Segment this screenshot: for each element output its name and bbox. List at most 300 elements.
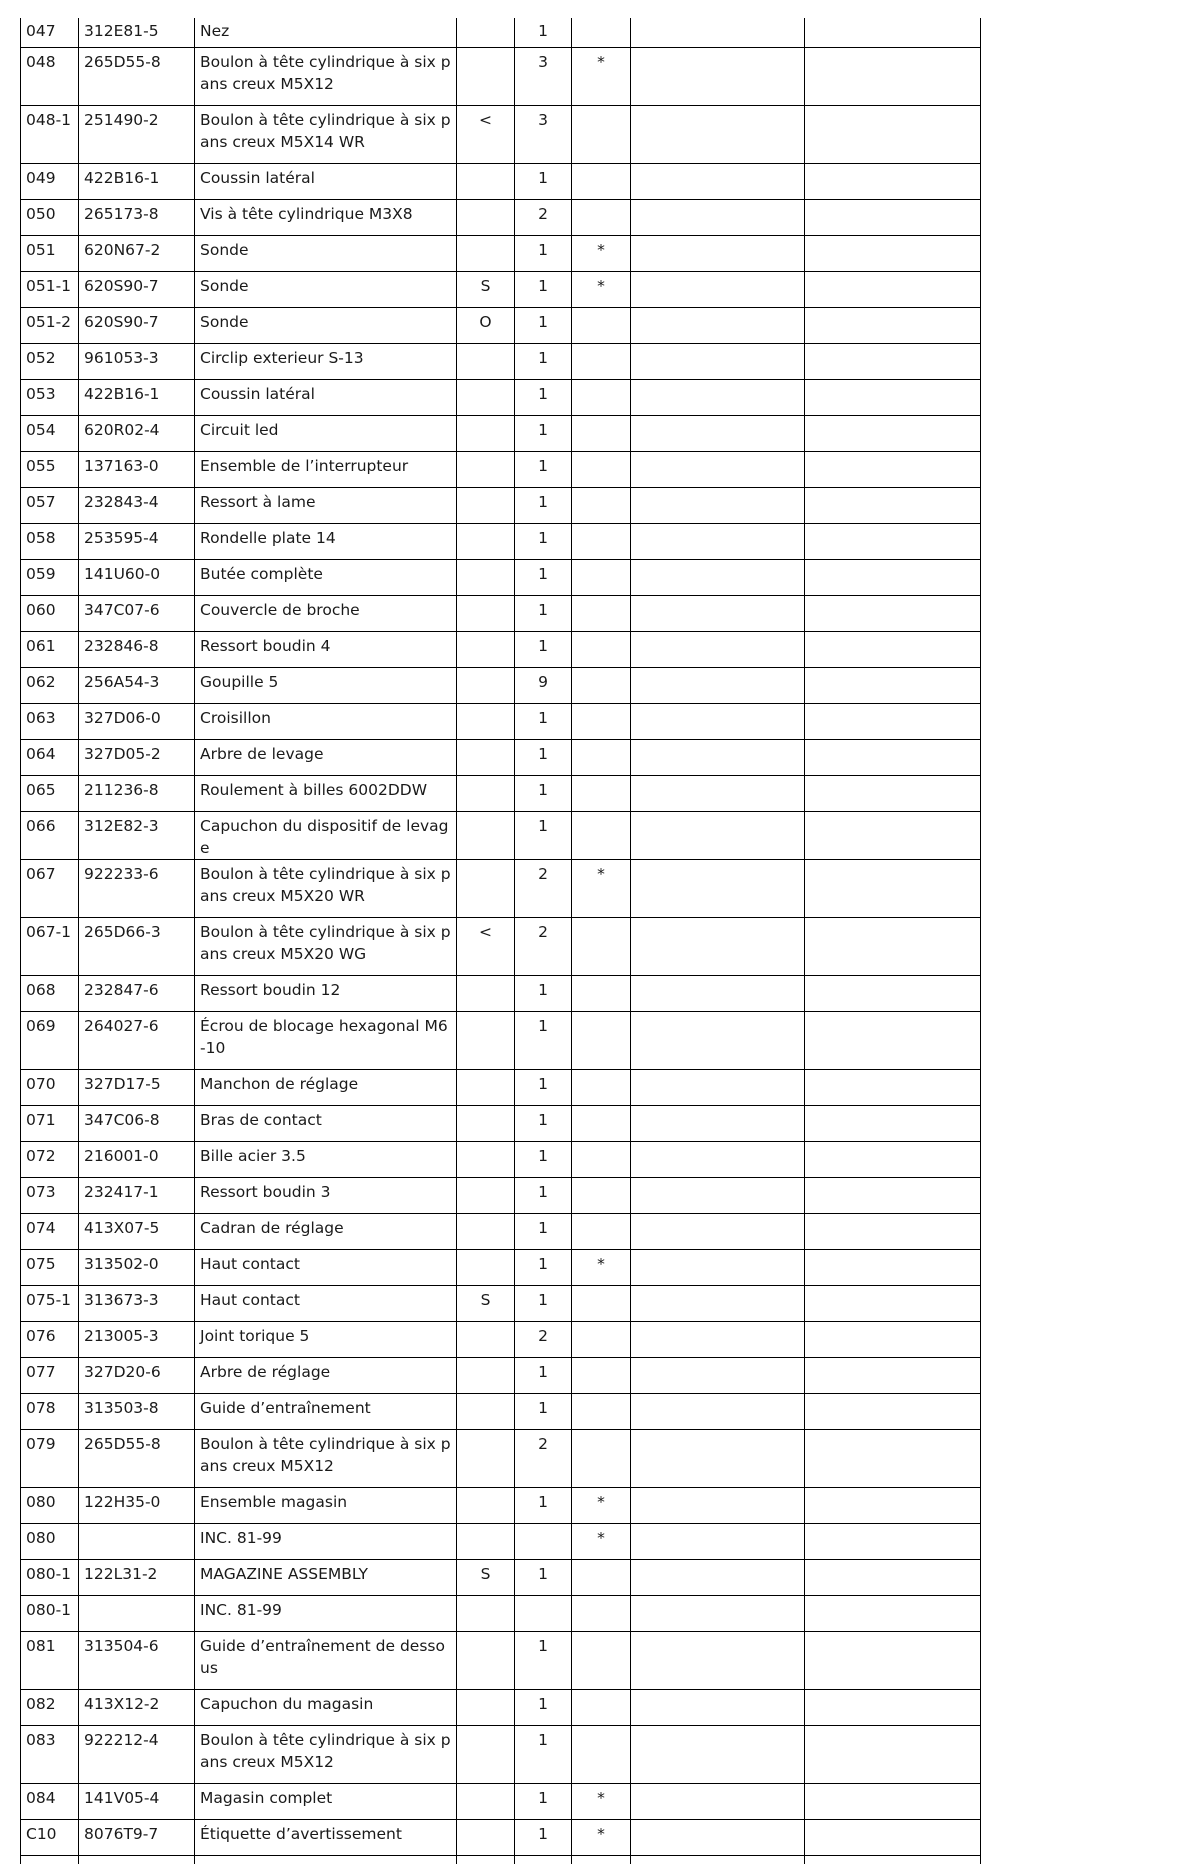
note-mark-cell	[457, 48, 515, 106]
blank-cell	[805, 380, 981, 416]
description-cell: Magasin complet	[195, 1784, 457, 1820]
asterisk-mark-cell	[572, 18, 631, 48]
asterisk-mark-cell: *	[572, 236, 631, 272]
description-cell: Ressort boudin 3	[195, 1178, 457, 1214]
blank-cell	[631, 740, 805, 776]
item-number-cell: 081	[21, 1632, 79, 1690]
item-number-cell: 050	[21, 200, 79, 236]
table-row-continued	[21, 1856, 981, 1864]
part-number-cell: 327D20-6	[79, 1358, 195, 1394]
blank-cell	[515, 1856, 572, 1864]
note-mark-cell	[457, 236, 515, 272]
blank-cell	[457, 1856, 515, 1864]
asterisk-mark-cell: *	[572, 1250, 631, 1286]
item-number-cell: 080	[21, 1524, 79, 1560]
blank-cell	[805, 164, 981, 200]
blank-cell	[805, 18, 981, 48]
blank-cell	[631, 164, 805, 200]
blank-cell	[631, 1488, 805, 1524]
blank-cell	[631, 776, 805, 812]
blank-cell	[805, 632, 981, 668]
asterisk-mark-cell	[572, 976, 631, 1012]
table-row	[21, 1070, 981, 1106]
blank-cell	[805, 1322, 981, 1358]
note-mark-cell: <	[457, 106, 515, 164]
blank-cell	[805, 740, 981, 776]
part-number-cell: 211236-8	[79, 776, 195, 812]
blank-cell	[631, 1250, 805, 1286]
quantity-cell: 1	[515, 740, 572, 776]
table-row	[21, 1430, 981, 1488]
description-cell: Croisillon	[195, 704, 457, 740]
table-row	[21, 236, 981, 272]
description-cell: Capuchon du magasin	[195, 1690, 457, 1726]
note-mark-cell	[457, 344, 515, 380]
part-number-cell: 232847-6	[79, 976, 195, 1012]
quantity-cell: 1	[515, 1632, 572, 1690]
part-number-cell: 216001-0	[79, 1142, 195, 1178]
asterisk-mark-cell	[572, 1286, 631, 1322]
note-mark-cell	[457, 1524, 515, 1560]
asterisk-mark-cell	[572, 1012, 631, 1070]
description-cell: Butée complète	[195, 560, 457, 596]
part-number-cell: 922233-6	[79, 860, 195, 918]
item-number-cell: 080-1	[21, 1560, 79, 1596]
table-row	[21, 200, 981, 236]
description-cell: Haut contact	[195, 1250, 457, 1286]
asterisk-mark-cell	[572, 918, 631, 976]
part-number-cell: 413X07-5	[79, 1214, 195, 1250]
note-mark-cell	[457, 560, 515, 596]
quantity-cell: 9	[515, 668, 572, 704]
description-cell: Capuchon du dispositif de levage	[195, 812, 457, 860]
blank-cell	[805, 1430, 981, 1488]
quantity-cell: 1	[515, 596, 572, 632]
item-number-cell: 082	[21, 1690, 79, 1726]
item-number-cell: 075-1	[21, 1286, 79, 1322]
description-cell: Boulon à tête cylindrique à six pans creux M5X12	[195, 48, 457, 106]
table-row	[21, 1106, 981, 1142]
blank-cell	[21, 1856, 79, 1864]
blank-cell	[631, 812, 805, 860]
item-number-cell: 068	[21, 976, 79, 1012]
part-number-cell: 620R02-4	[79, 416, 195, 452]
blank-cell	[805, 776, 981, 812]
quantity-cell: 1	[515, 1142, 572, 1178]
table-row	[21, 1322, 981, 1358]
blank-cell	[805, 596, 981, 632]
asterisk-mark-cell: *	[572, 48, 631, 106]
asterisk-mark-cell	[572, 524, 631, 560]
quantity-cell: 1	[515, 380, 572, 416]
table-row	[21, 1358, 981, 1394]
note-mark-cell	[457, 1250, 515, 1286]
blank-cell	[805, 860, 981, 918]
note-mark-cell	[457, 1820, 515, 1856]
blank-cell	[631, 380, 805, 416]
blank-cell	[631, 704, 805, 740]
blank-cell	[631, 272, 805, 308]
blank-cell	[805, 704, 981, 740]
blank-cell	[805, 524, 981, 560]
note-mark-cell: S	[457, 272, 515, 308]
description-cell: Roulement à billes 6002DDW	[195, 776, 457, 812]
blank-cell	[805, 344, 981, 380]
quantity-cell: 1	[515, 236, 572, 272]
part-number-cell: 232843-4	[79, 488, 195, 524]
description-cell: Ressort boudin 4	[195, 632, 457, 668]
note-mark-cell	[457, 1012, 515, 1070]
table-row	[21, 860, 981, 918]
part-number-cell: 327D17-5	[79, 1070, 195, 1106]
note-mark-cell	[457, 1070, 515, 1106]
table-row	[21, 272, 981, 308]
part-number-cell: 313503-8	[79, 1394, 195, 1430]
blank-cell	[631, 1726, 805, 1784]
description-cell: Ensemble magasin	[195, 1488, 457, 1524]
blank-cell	[805, 416, 981, 452]
part-number-cell: 256A54-3	[79, 668, 195, 704]
description-cell: Arbre de réglage	[195, 1358, 457, 1394]
quantity-cell: 1	[515, 416, 572, 452]
item-number-cell: 051-2	[21, 308, 79, 344]
note-mark-cell	[457, 18, 515, 48]
part-number-cell: 961053-3	[79, 344, 195, 380]
part-number-cell: 264027-6	[79, 1012, 195, 1070]
quantity-cell: 1	[515, 776, 572, 812]
blank-cell	[805, 1524, 981, 1560]
part-number-cell: 122L31-2	[79, 1560, 195, 1596]
table-row	[21, 18, 981, 48]
table-row	[21, 1488, 981, 1524]
asterisk-mark-cell	[572, 1690, 631, 1726]
part-number-cell: 265D55-8	[79, 1430, 195, 1488]
note-mark-cell	[457, 740, 515, 776]
part-number-cell: 141U60-0	[79, 560, 195, 596]
note-mark-cell	[457, 812, 515, 860]
quantity-cell: 1	[515, 1784, 572, 1820]
quantity-cell: 1	[515, 524, 572, 560]
description-cell: Boulon à tête cylindrique à six pans creux M5X20 WG	[195, 918, 457, 976]
item-number-cell: 049	[21, 164, 79, 200]
item-number-cell: 080-1	[21, 1596, 79, 1632]
item-number-cell: 055	[21, 452, 79, 488]
description-cell: Coussin latéral	[195, 380, 457, 416]
quantity-cell	[515, 1524, 572, 1560]
blank-cell	[631, 1524, 805, 1560]
quantity-cell: 1	[515, 488, 572, 524]
quantity-cell: 3	[515, 106, 572, 164]
part-number-cell: 327D05-2	[79, 740, 195, 776]
quantity-cell	[515, 1596, 572, 1632]
table-row	[21, 1632, 981, 1690]
blank-cell	[631, 560, 805, 596]
blank-cell	[631, 1012, 805, 1070]
description-cell: INC. 81-99	[195, 1524, 457, 1560]
quantity-cell: 1	[515, 560, 572, 596]
blank-cell	[631, 668, 805, 704]
quantity-cell: 2	[515, 200, 572, 236]
blank-cell	[631, 596, 805, 632]
part-number-cell: 253595-4	[79, 524, 195, 560]
quantity-cell: 1	[515, 1820, 572, 1856]
table-row	[21, 106, 981, 164]
asterisk-mark-cell	[572, 1394, 631, 1430]
description-cell: Haut contact	[195, 1286, 457, 1322]
asterisk-mark-cell	[572, 1726, 631, 1784]
blank-cell	[631, 632, 805, 668]
asterisk-mark-cell	[572, 380, 631, 416]
quantity-cell: 2	[515, 860, 572, 918]
note-mark-cell	[457, 860, 515, 918]
quantity-cell: 1	[515, 18, 572, 48]
quantity-cell: 3	[515, 48, 572, 106]
blank-cell	[805, 1286, 981, 1322]
description-cell: Boulon à tête cylindrique à six pans creux M5X12	[195, 1430, 457, 1488]
part-number-cell: 620S90-7	[79, 272, 195, 308]
table-row	[21, 1560, 981, 1596]
asterisk-mark-cell	[572, 106, 631, 164]
blank-cell	[631, 1394, 805, 1430]
description-cell: Cadran de réglage	[195, 1214, 457, 1250]
blank-cell	[631, 918, 805, 976]
asterisk-mark-cell	[572, 308, 631, 344]
quantity-cell: 1	[515, 1106, 572, 1142]
asterisk-mark-cell	[572, 1106, 631, 1142]
part-number-cell: 265173-8	[79, 200, 195, 236]
part-number-cell: 137163-0	[79, 452, 195, 488]
description-cell: Couvercle de broche	[195, 596, 457, 632]
quantity-cell: 1	[515, 164, 572, 200]
description-cell: Boulon à tête cylindrique à six pans creux M5X14 WR	[195, 106, 457, 164]
table-row	[21, 632, 981, 668]
description-cell: Ressort à lame	[195, 488, 457, 524]
note-mark-cell	[457, 452, 515, 488]
item-number-cell: 066	[21, 812, 79, 860]
note-mark-cell	[457, 380, 515, 416]
blank-cell	[805, 1250, 981, 1286]
blank-cell	[631, 1690, 805, 1726]
description-cell: Goupille 5	[195, 668, 457, 704]
table-row	[21, 1178, 981, 1214]
quantity-cell: 1	[515, 812, 572, 860]
blank-cell	[805, 1596, 981, 1632]
part-number-cell: 141V05-4	[79, 1784, 195, 1820]
description-cell: Circlip exterieur S-13	[195, 344, 457, 380]
asterisk-mark-cell	[572, 488, 631, 524]
table-row	[21, 1286, 981, 1322]
description-cell: Vis à tête cylindrique M3X8	[195, 200, 457, 236]
blank-cell	[631, 1106, 805, 1142]
asterisk-mark-cell	[572, 1596, 631, 1632]
quantity-cell: 1	[515, 704, 572, 740]
blank-cell	[805, 918, 981, 976]
blank-cell	[805, 308, 981, 344]
table-row	[21, 1784, 981, 1820]
table-row	[21, 416, 981, 452]
item-number-cell: 058	[21, 524, 79, 560]
table-row	[21, 776, 981, 812]
asterisk-mark-cell: *	[572, 1820, 631, 1856]
note-mark-cell	[457, 416, 515, 452]
asterisk-mark-cell	[572, 1632, 631, 1690]
part-number-cell: 422B16-1	[79, 164, 195, 200]
note-mark-cell: S	[457, 1560, 515, 1596]
blank-cell	[631, 860, 805, 918]
description-cell: Circuit led	[195, 416, 457, 452]
quantity-cell: 1	[515, 1250, 572, 1286]
note-mark-cell	[457, 1726, 515, 1784]
description-cell: Sonde	[195, 236, 457, 272]
asterisk-mark-cell	[572, 1142, 631, 1178]
blank-cell	[805, 1784, 981, 1820]
quantity-cell: 1	[515, 1560, 572, 1596]
note-mark-cell	[457, 1142, 515, 1178]
blank-cell	[805, 1488, 981, 1524]
note-mark-cell	[457, 1214, 515, 1250]
blank-cell	[805, 1856, 981, 1864]
description-cell: Arbre de levage	[195, 740, 457, 776]
note-mark-cell	[457, 1784, 515, 1820]
quantity-cell: 1	[515, 1358, 572, 1394]
blank-cell	[631, 48, 805, 106]
blank-cell	[631, 976, 805, 1012]
note-mark-cell	[457, 1394, 515, 1430]
description-cell: Coussin latéral	[195, 164, 457, 200]
asterisk-mark-cell: *	[572, 1524, 631, 1560]
table-row	[21, 524, 981, 560]
asterisk-mark-cell	[572, 668, 631, 704]
note-mark-cell	[457, 668, 515, 704]
part-number-cell: 327D06-0	[79, 704, 195, 740]
blank-cell	[631, 236, 805, 272]
asterisk-mark-cell	[572, 740, 631, 776]
note-mark-cell: S	[457, 1286, 515, 1322]
blank-cell	[631, 106, 805, 164]
part-number-cell: 232417-1	[79, 1178, 195, 1214]
item-number-cell: 054	[21, 416, 79, 452]
quantity-cell: 2	[515, 1322, 572, 1358]
item-number-cell: 069	[21, 1012, 79, 1070]
part-number-cell: 122H35-0	[79, 1488, 195, 1524]
table-row	[21, 308, 981, 344]
note-mark-cell	[457, 704, 515, 740]
description-cell: Ensemble de l’interrupteur	[195, 452, 457, 488]
description-cell: INC. 81-99	[195, 1596, 457, 1632]
table-row	[21, 668, 981, 704]
part-number-cell: 8076T9-7	[79, 1820, 195, 1856]
asterisk-mark-cell	[572, 812, 631, 860]
quantity-cell: 1	[515, 1178, 572, 1214]
table-row	[21, 1596, 981, 1632]
quantity-cell: 1	[515, 1394, 572, 1430]
item-number-cell: 073	[21, 1178, 79, 1214]
part-number-cell: 213005-3	[79, 1322, 195, 1358]
part-number-cell: 232846-8	[79, 632, 195, 668]
quantity-cell: 2	[515, 918, 572, 976]
asterisk-mark-cell	[572, 1358, 631, 1394]
part-number-cell: 347C07-6	[79, 596, 195, 632]
note-mark-cell	[457, 488, 515, 524]
asterisk-mark-cell	[572, 1178, 631, 1214]
table-row	[21, 1690, 981, 1726]
blank-cell	[805, 48, 981, 106]
table-row	[21, 704, 981, 740]
table-row	[21, 740, 981, 776]
description-cell: Boulon à tête cylindrique à six pans creux M5X12	[195, 1726, 457, 1784]
note-mark-cell	[457, 200, 515, 236]
item-number-cell: 071	[21, 1106, 79, 1142]
table-row	[21, 380, 981, 416]
blank-cell	[631, 524, 805, 560]
note-mark-cell	[457, 524, 515, 560]
table-row	[21, 164, 981, 200]
asterisk-mark-cell	[572, 704, 631, 740]
asterisk-mark-cell	[572, 1430, 631, 1488]
part-number-cell: 312E81-5	[79, 18, 195, 48]
item-number-cell: 072	[21, 1142, 79, 1178]
blank-cell	[805, 200, 981, 236]
blank-cell	[631, 308, 805, 344]
description-cell: Joint torique 5	[195, 1322, 457, 1358]
blank-cell	[805, 1012, 981, 1070]
asterisk-mark-cell	[572, 596, 631, 632]
description-cell: Bille acier 3.5	[195, 1142, 457, 1178]
quantity-cell: 1	[515, 632, 572, 668]
blank-cell	[79, 1856, 195, 1864]
quantity-cell: 1	[515, 344, 572, 380]
quantity-cell: 1	[515, 976, 572, 1012]
description-cell: Sonde	[195, 308, 457, 344]
blank-cell	[805, 1560, 981, 1596]
description-cell: Nez	[195, 18, 457, 48]
asterisk-mark-cell: *	[572, 1784, 631, 1820]
quantity-cell: 1	[515, 1488, 572, 1524]
quantity-cell: 1	[515, 1286, 572, 1322]
asterisk-mark-cell	[572, 164, 631, 200]
table-row	[21, 560, 981, 596]
item-number-cell: 078	[21, 1394, 79, 1430]
table-row	[21, 1524, 981, 1560]
part-number-cell	[79, 1596, 195, 1632]
asterisk-mark-cell	[572, 560, 631, 596]
asterisk-mark-cell	[572, 416, 631, 452]
item-number-cell: 065	[21, 776, 79, 812]
item-number-cell: 067	[21, 860, 79, 918]
blank-cell	[805, 668, 981, 704]
note-mark-cell	[457, 596, 515, 632]
blank-cell	[631, 1560, 805, 1596]
quantity-cell: 1	[515, 452, 572, 488]
item-number-cell: 048	[21, 48, 79, 106]
item-number-cell: 062	[21, 668, 79, 704]
parts-table-body	[21, 18, 981, 1864]
blank-cell	[631, 1596, 805, 1632]
item-number-cell: 076	[21, 1322, 79, 1358]
quantity-cell: 1	[515, 1214, 572, 1250]
table-row	[21, 596, 981, 632]
description-cell: Ressort boudin 12	[195, 976, 457, 1012]
description-cell: Guide d’entraînement	[195, 1394, 457, 1430]
table-row	[21, 1394, 981, 1430]
blank-cell	[805, 560, 981, 596]
asterisk-mark-cell: *	[572, 1488, 631, 1524]
item-number-cell: 079	[21, 1430, 79, 1488]
blank-cell	[805, 1726, 981, 1784]
table-row	[21, 344, 981, 380]
asterisk-mark-cell	[572, 1214, 631, 1250]
table-row	[21, 1726, 981, 1784]
